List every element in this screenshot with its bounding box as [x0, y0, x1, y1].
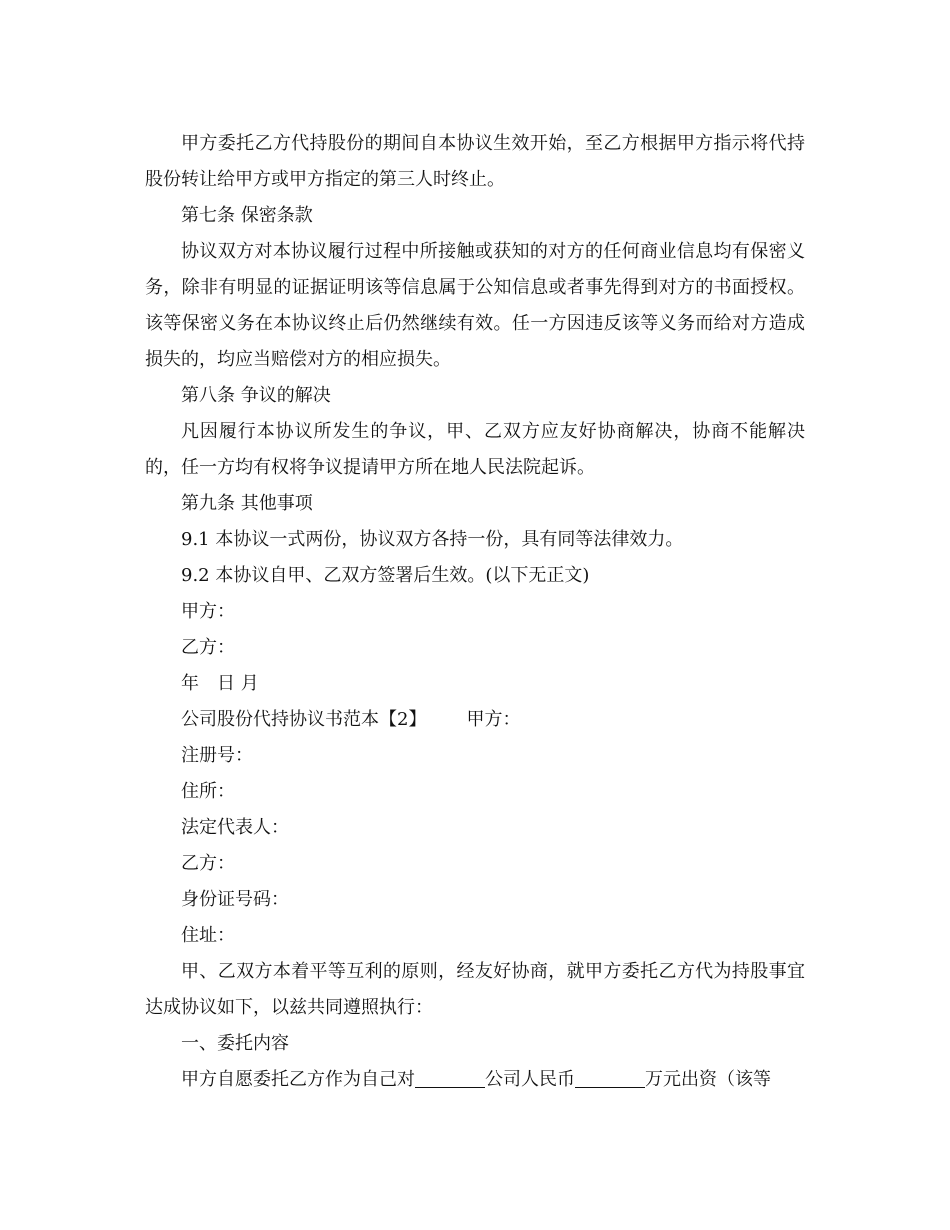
signature-party-a: 甲方： — [181, 601, 235, 622]
sample-2-party-a: 甲方： — [466, 709, 521, 730]
entrustment-text-a: 甲方自愿委托乙方作为自己对 — [181, 1069, 415, 1090]
article-7-heading: 第七条 保密条款 — [181, 205, 313, 226]
paragraph-agreement-intro: 甲、乙双方本着平等互利的原则，经友好协商，就甲方委托乙方代为持股事宜达成协议如下，以兹共同遵照执行： — [145, 961, 805, 1018]
paragraph-dispute: 凡因履行本协议所发生的争议，甲、乙双方应友好协商解决，协商不能解决的，任一方均有权将争议提请甲方所在地人民法院起诉。 — [145, 421, 805, 478]
registration-number-label: 注册号： — [181, 745, 253, 766]
item-9-2: 9.2 本协议自甲、乙双方签署后生效。(以下无正文) — [181, 565, 590, 586]
sample-2-title: 公司股份代持协议书范本【2】 — [181, 709, 427, 730]
address-label: 住址： — [181, 925, 235, 946]
paragraph-holding-period: 甲方委托乙方代持股份的期间自本协议生效开始，至乙方根据甲方指示将代持股份转让给甲方或甲方指定的第三人时终止。 — [145, 133, 805, 190]
domicile-label: 住所： — [181, 781, 235, 802]
article-9-heading: 第九条 其他事项 — [181, 493, 313, 514]
id-number-label: 身份证号码： — [181, 889, 289, 910]
document-body — [145, 126, 805, 1098]
signature-party-b: 乙方： — [181, 637, 235, 658]
entrustment-text-b: 公司人民币 — [485, 1069, 575, 1090]
entrustment-text-c: 万元出资（该等 — [645, 1069, 771, 1090]
party-b-label: 乙方： — [181, 853, 235, 874]
sample-2-title-line — [145, 702, 805, 738]
item-9-1: 9.1 本协议一式两份，协议双方各持一份，具有同等法律效力。 — [181, 529, 684, 550]
amount-blank — [575, 1069, 645, 1088]
legal-representative-label: 法定代表人： — [181, 817, 289, 838]
article-8-heading: 第八条 争议的解决 — [181, 385, 331, 406]
section-1-heading: 一、委托内容 — [181, 1033, 289, 1054]
signature-date: 年 日 月 — [181, 673, 259, 694]
paragraph-entrustment — [145, 1062, 805, 1098]
company-name-blank — [415, 1069, 485, 1088]
paragraph-confidentiality: 协议双方对本协议履行过程中所接触或获知的对方的任何商业信息均有保密义务，除非有明显的证据证明该等信息属于公知信息或者事先得到对方的书面授权。该等保密义务在本协议终止后仍然继续有效。任一方因违反该等义务而给对方造成损失的，均应当赔偿对方的相应损失。 — [145, 241, 805, 370]
